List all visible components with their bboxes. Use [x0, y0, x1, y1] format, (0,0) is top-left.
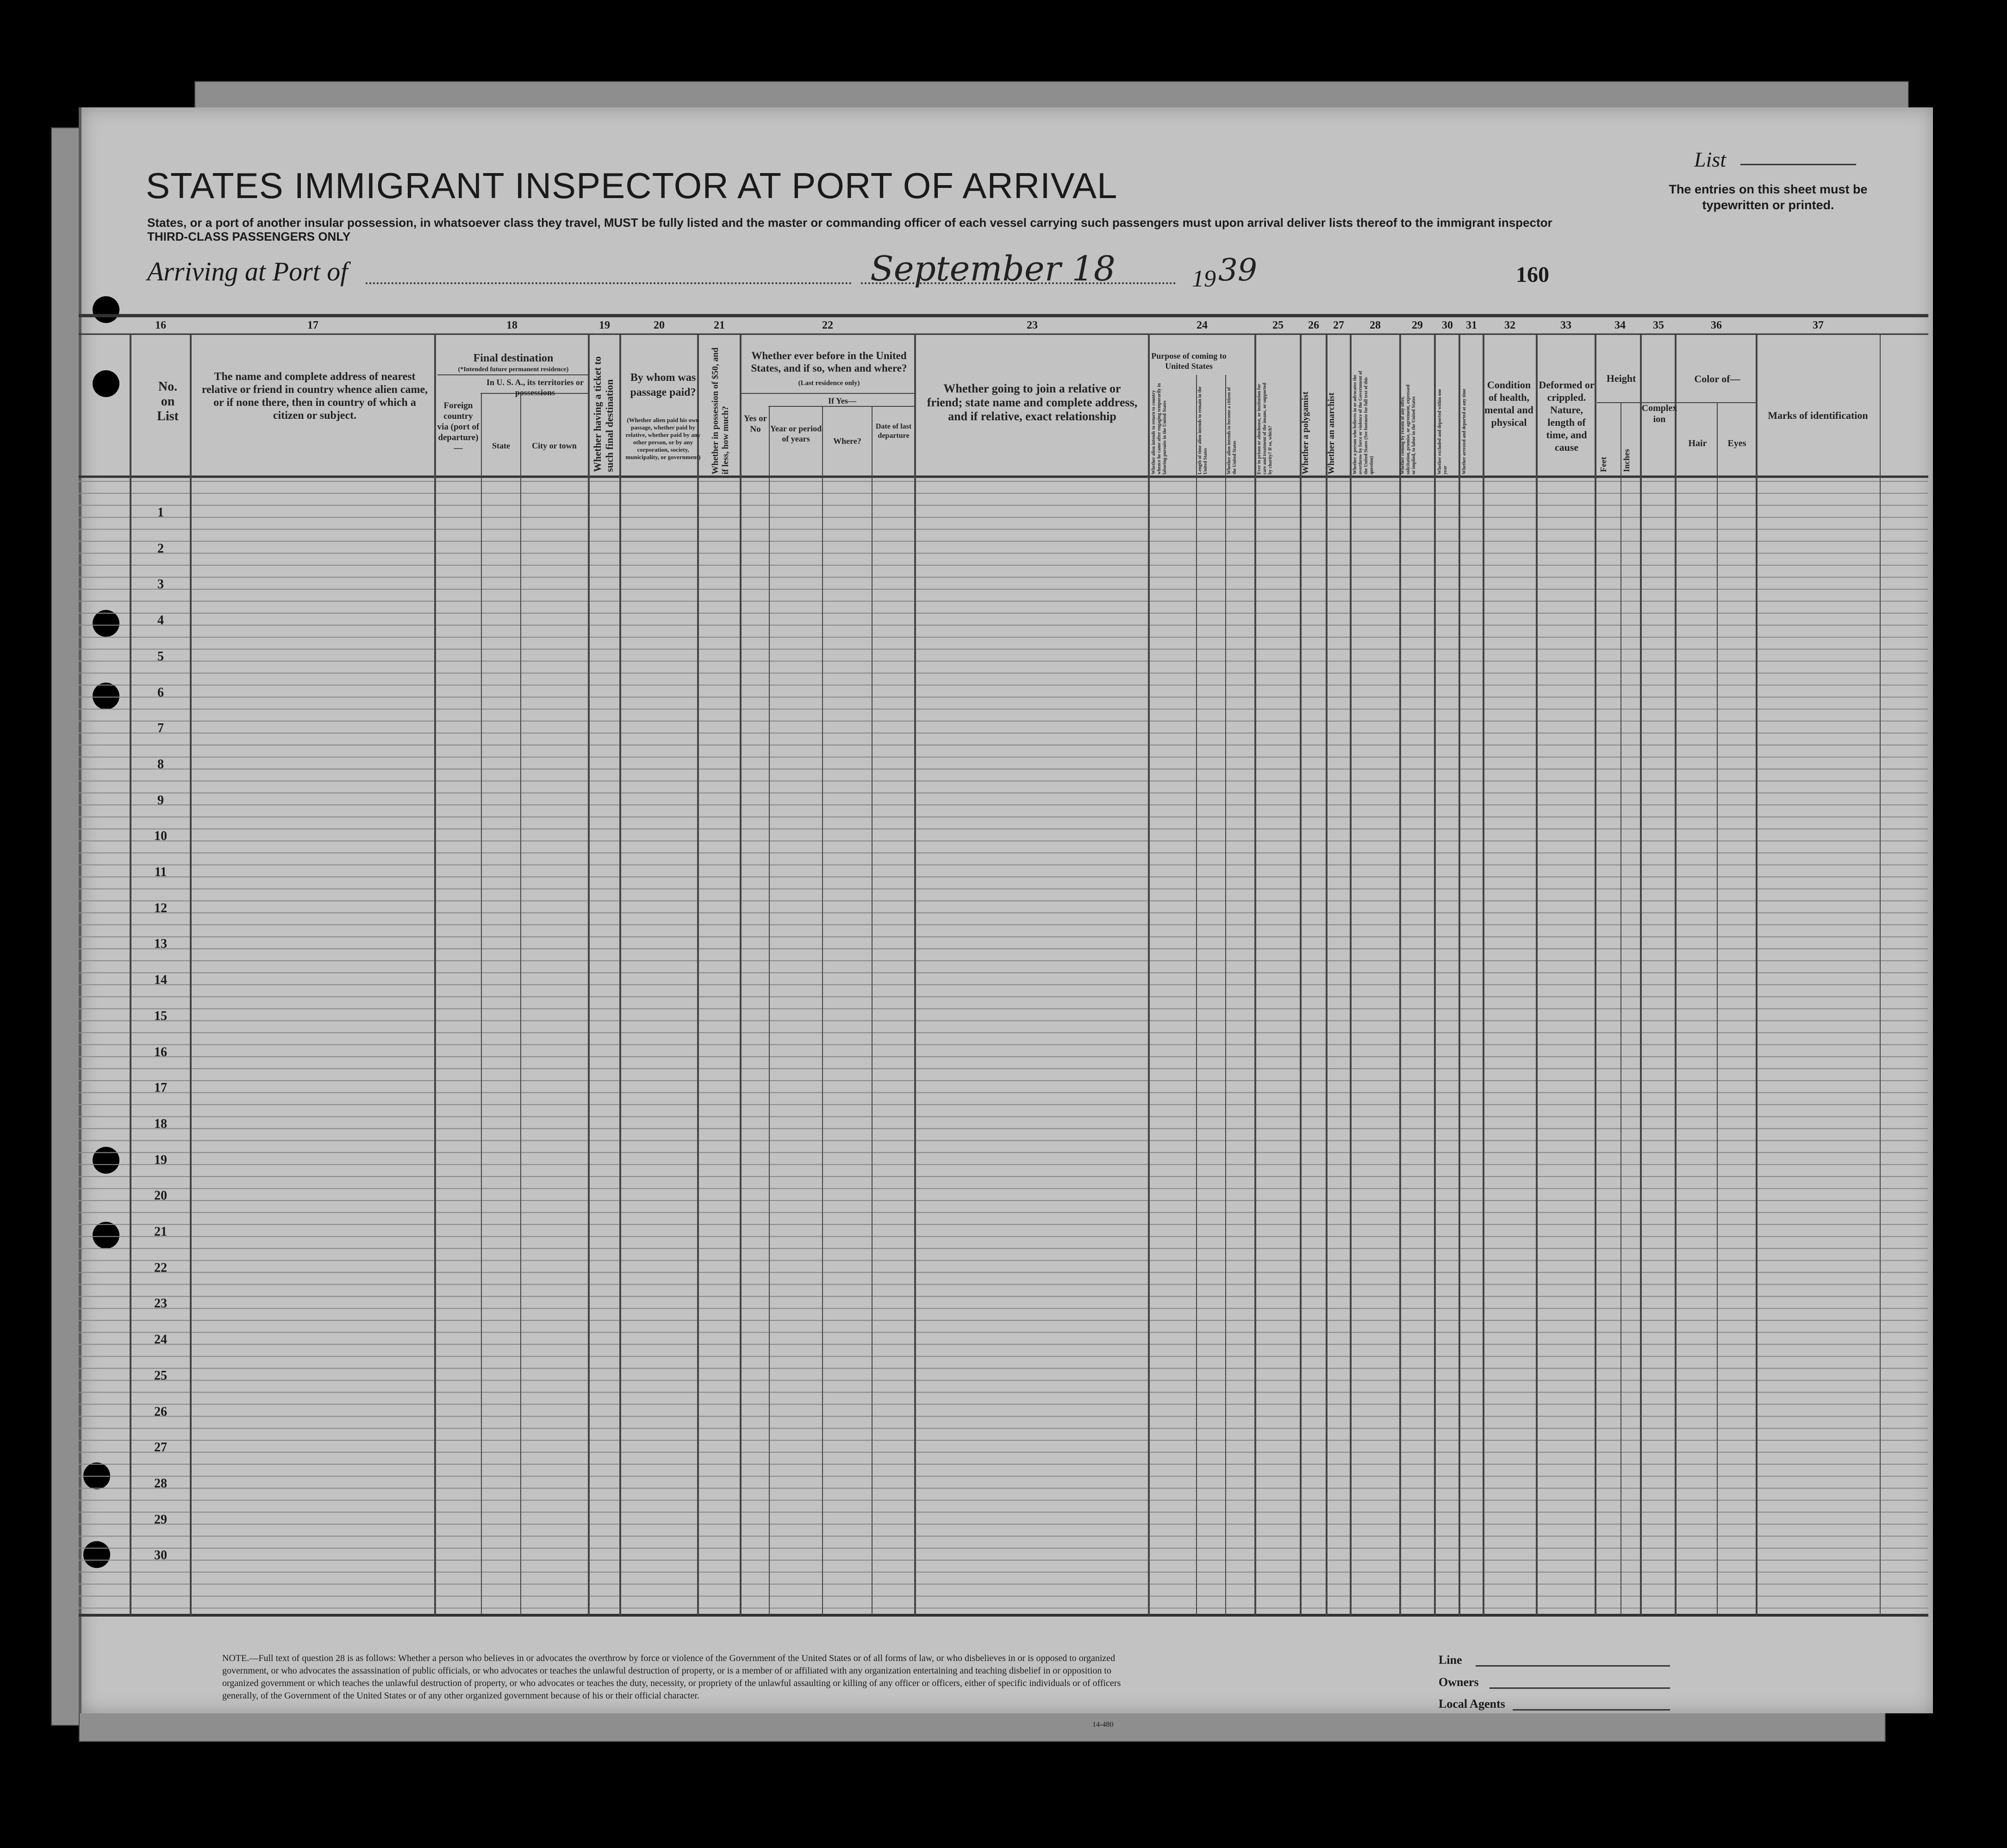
col22-where: Where?: [833, 436, 861, 446]
page-number: 160: [1516, 262, 1549, 287]
col16-header: No. on List: [157, 380, 179, 423]
column-number-28: 28: [1370, 319, 1381, 331]
row-number: 15: [154, 1008, 167, 1023]
column-number-37: 37: [1813, 319, 1824, 331]
col30-header: Whether excluded and deported within one year: [1437, 389, 1448, 474]
column-number-19: 19: [599, 319, 610, 331]
col18-title: Final destination: [473, 352, 554, 364]
column-number-36: 36: [1711, 319, 1722, 331]
column-number-35: 35: [1653, 319, 1664, 331]
list-label: List: [1694, 148, 1727, 171]
col26-header: Whether a polygamist: [1301, 391, 1310, 474]
col20-note: (Whether alien paid his own passage, whether paid by relative, whether paid by any other person, or by any corporation, society, municipality, or government): [625, 417, 701, 460]
col24-title: Purpose of coming to United States: [1151, 351, 1227, 371]
col22-note: (Last residence only): [798, 380, 860, 387]
row-number: 3: [157, 577, 164, 592]
handwritten-year: 39: [1218, 252, 1257, 288]
row-number: 10: [154, 829, 167, 844]
form-subtitle: States, or a port of another insular possession, in whatsoever class they travel, MUST be fully listed and the master or commanding officer of each vessel carrying such passengers must upon arrival deliver lists thereof to the immigrant inspector: [147, 216, 1552, 230]
handwritten-date: September 18: [870, 249, 1116, 289]
row-number: 14: [154, 973, 167, 988]
row-number: 9: [157, 793, 164, 808]
row-number: 4: [157, 613, 164, 628]
row-number: 7: [157, 721, 164, 736]
col18-foreign: Foreign country via (port of departure)—: [437, 401, 480, 453]
col34-inches: Inches: [1622, 448, 1631, 472]
col28-header: Whether a person who believes in or advocates the overthrow by force or violence of the Government of the United States (See footnote for full text of this question): [1353, 371, 1374, 474]
column-number-30: 30: [1442, 319, 1453, 331]
row-number: 30: [154, 1548, 167, 1563]
column-number-20: 20: [654, 319, 665, 331]
column-number-16: 16: [155, 319, 166, 331]
col17-header: The name and complete address of nearest relative or friend in country whence alien came, or if none there, then in country of which a citizen or subject.: [201, 371, 428, 422]
column-number-31: 31: [1466, 319, 1477, 331]
footnote-28: NOTE.—Full text of question 28 is as follows: Whether a person who believes in or advocates the overthrow by force or violence of the Government of the United States or of all forms of law, or who disbelieves in or is opposed to organized government, or who advocates the assassination of public officials, or who advocates or teaches the unlawful destruction of property, or is a member of or affiliated with any organization entertaining and teaching disbelief in or opposition to organized government or which teaches the unlawful destruction of property, or who advocates or teaches the duty, necessity, or propriety of the unlawful assaulting or killing of any officer or officers, either of specific individuals or of officers generally, of the Government of the United States or of any other organized government because of his or their official character.: [222, 1653, 1121, 1701]
row-number: 1: [157, 505, 164, 520]
column-number-23: 23: [1027, 319, 1038, 331]
year-prefix: 19: [1192, 266, 1216, 292]
column-number-17: 17: [307, 319, 318, 331]
col31-header: Whether arrested and deported at any time: [1462, 388, 1467, 474]
row-number: 2: [157, 541, 164, 556]
col24-b: Length of time alien intends to remain in the United States: [1197, 386, 1208, 474]
row-number: 13: [154, 937, 167, 952]
column-number-22: 22: [822, 319, 833, 331]
col32-header: Condition of health, mental and physical: [1484, 379, 1533, 428]
col22-ifyes: If Yes—: [828, 396, 856, 405]
col29-header: Whether coming by reason of any offer, solicitation, promise, or agreement, expressed or implied, to labor in the United States: [1400, 385, 1416, 474]
column-number-32: 32: [1504, 319, 1515, 331]
entries-note: The entries on this sheet must be typewritten or printed.: [1669, 182, 1868, 212]
column-number-25: 25: [1272, 319, 1284, 331]
col23-header: Whether going to join a relative or friend; state name and complete address, and if relative, exact relationship: [927, 382, 1138, 423]
line-label: Line: [1439, 1653, 1462, 1667]
form-title: STATES IMMIGRANT INSPECTOR AT PORT OF ARRIVAL: [146, 165, 1118, 206]
col36-hair: Hair: [1688, 438, 1707, 448]
arriving-label: Arriving at Port of: [147, 256, 348, 286]
row-number: 23: [154, 1296, 167, 1311]
col18-state: State: [492, 441, 510, 450]
col22-year: Year or period of years: [770, 424, 822, 443]
col27-header: Whether an anarchist: [1327, 392, 1336, 474]
col22-yesno: Yes or No: [743, 414, 767, 434]
column-number-18: 18: [506, 319, 517, 331]
col18-note: (*Intended future permanent residence): [458, 366, 569, 373]
col18-usa: In U. S. A., its territories or possessions: [486, 378, 584, 397]
row-number: 21: [154, 1225, 167, 1239]
column-number-33: 33: [1560, 319, 1571, 331]
column-number-24: 24: [1197, 319, 1208, 331]
row-number: 6: [157, 685, 164, 700]
row-number: 24: [154, 1332, 167, 1347]
owners-field: [1490, 1687, 1670, 1689]
row-number: 18: [154, 1116, 167, 1131]
row-number: 17: [154, 1081, 167, 1095]
col22-date: Date of last departure: [875, 423, 912, 440]
row-number: 19: [154, 1152, 167, 1167]
form-code: 14-480: [1092, 1721, 1114, 1729]
col36-eyes: Eyes: [1727, 438, 1746, 448]
row-number: 28: [154, 1476, 167, 1491]
third-class-label: THIRD-CLASS PASSENGERS ONLY: [147, 230, 351, 243]
row-number: 26: [154, 1404, 167, 1419]
row-number: 12: [154, 901, 167, 915]
col35-header: Complexion: [1641, 403, 1677, 424]
column-number-21: 21: [714, 319, 725, 331]
col33-header: Deformed or crippled. Nature, length of time, and cause: [1539, 379, 1595, 453]
line-field: [1476, 1665, 1670, 1667]
col21-header: Whether in possession of $50, and if less, how much?: [711, 347, 730, 474]
col19-header: Whether having a ticket to such final destination: [592, 356, 615, 472]
column-number-29: 29: [1412, 319, 1423, 331]
row-number: 27: [154, 1440, 167, 1455]
col25-header: Ever in prison or almshouse, or institution for care and treatment of the insane, or supported by charity? If so, which?: [1257, 383, 1273, 474]
col36-title: Color of—: [1694, 373, 1740, 385]
column-number-34: 34: [1614, 319, 1626, 331]
row-number: 25: [154, 1368, 167, 1383]
col24-c: Whether alien intends to become a citizen of the United States: [1227, 387, 1237, 474]
col20-title: By whom was passage paid?: [630, 372, 696, 398]
column-number-26: 26: [1308, 319, 1319, 331]
column-number-27: 27: [1333, 319, 1344, 331]
row-number: 11: [154, 865, 167, 879]
agents-field: [1513, 1709, 1670, 1711]
owners-label: Owners: [1439, 1675, 1479, 1689]
row-number: 16: [154, 1045, 167, 1059]
col18-city: City or town: [532, 441, 577, 450]
col34-feet: Feet: [1599, 457, 1608, 472]
col34-title: Height: [1606, 373, 1636, 384]
row-number: 29: [154, 1512, 167, 1527]
row-number: 8: [157, 757, 164, 772]
agents-label: Local Agents: [1439, 1697, 1505, 1711]
col22-title: Whether ever before in the United States, and if so, when and where?: [751, 350, 907, 374]
row-number: 5: [157, 649, 164, 664]
row-number: 22: [154, 1260, 167, 1275]
col37-header: Marks of identification: [1768, 410, 1868, 421]
row-number: 20: [154, 1188, 167, 1203]
col24-a: Whether alien intends to return to country whence he came after engaging temporarily in laboring pursuits in the United States: [1151, 383, 1167, 474]
